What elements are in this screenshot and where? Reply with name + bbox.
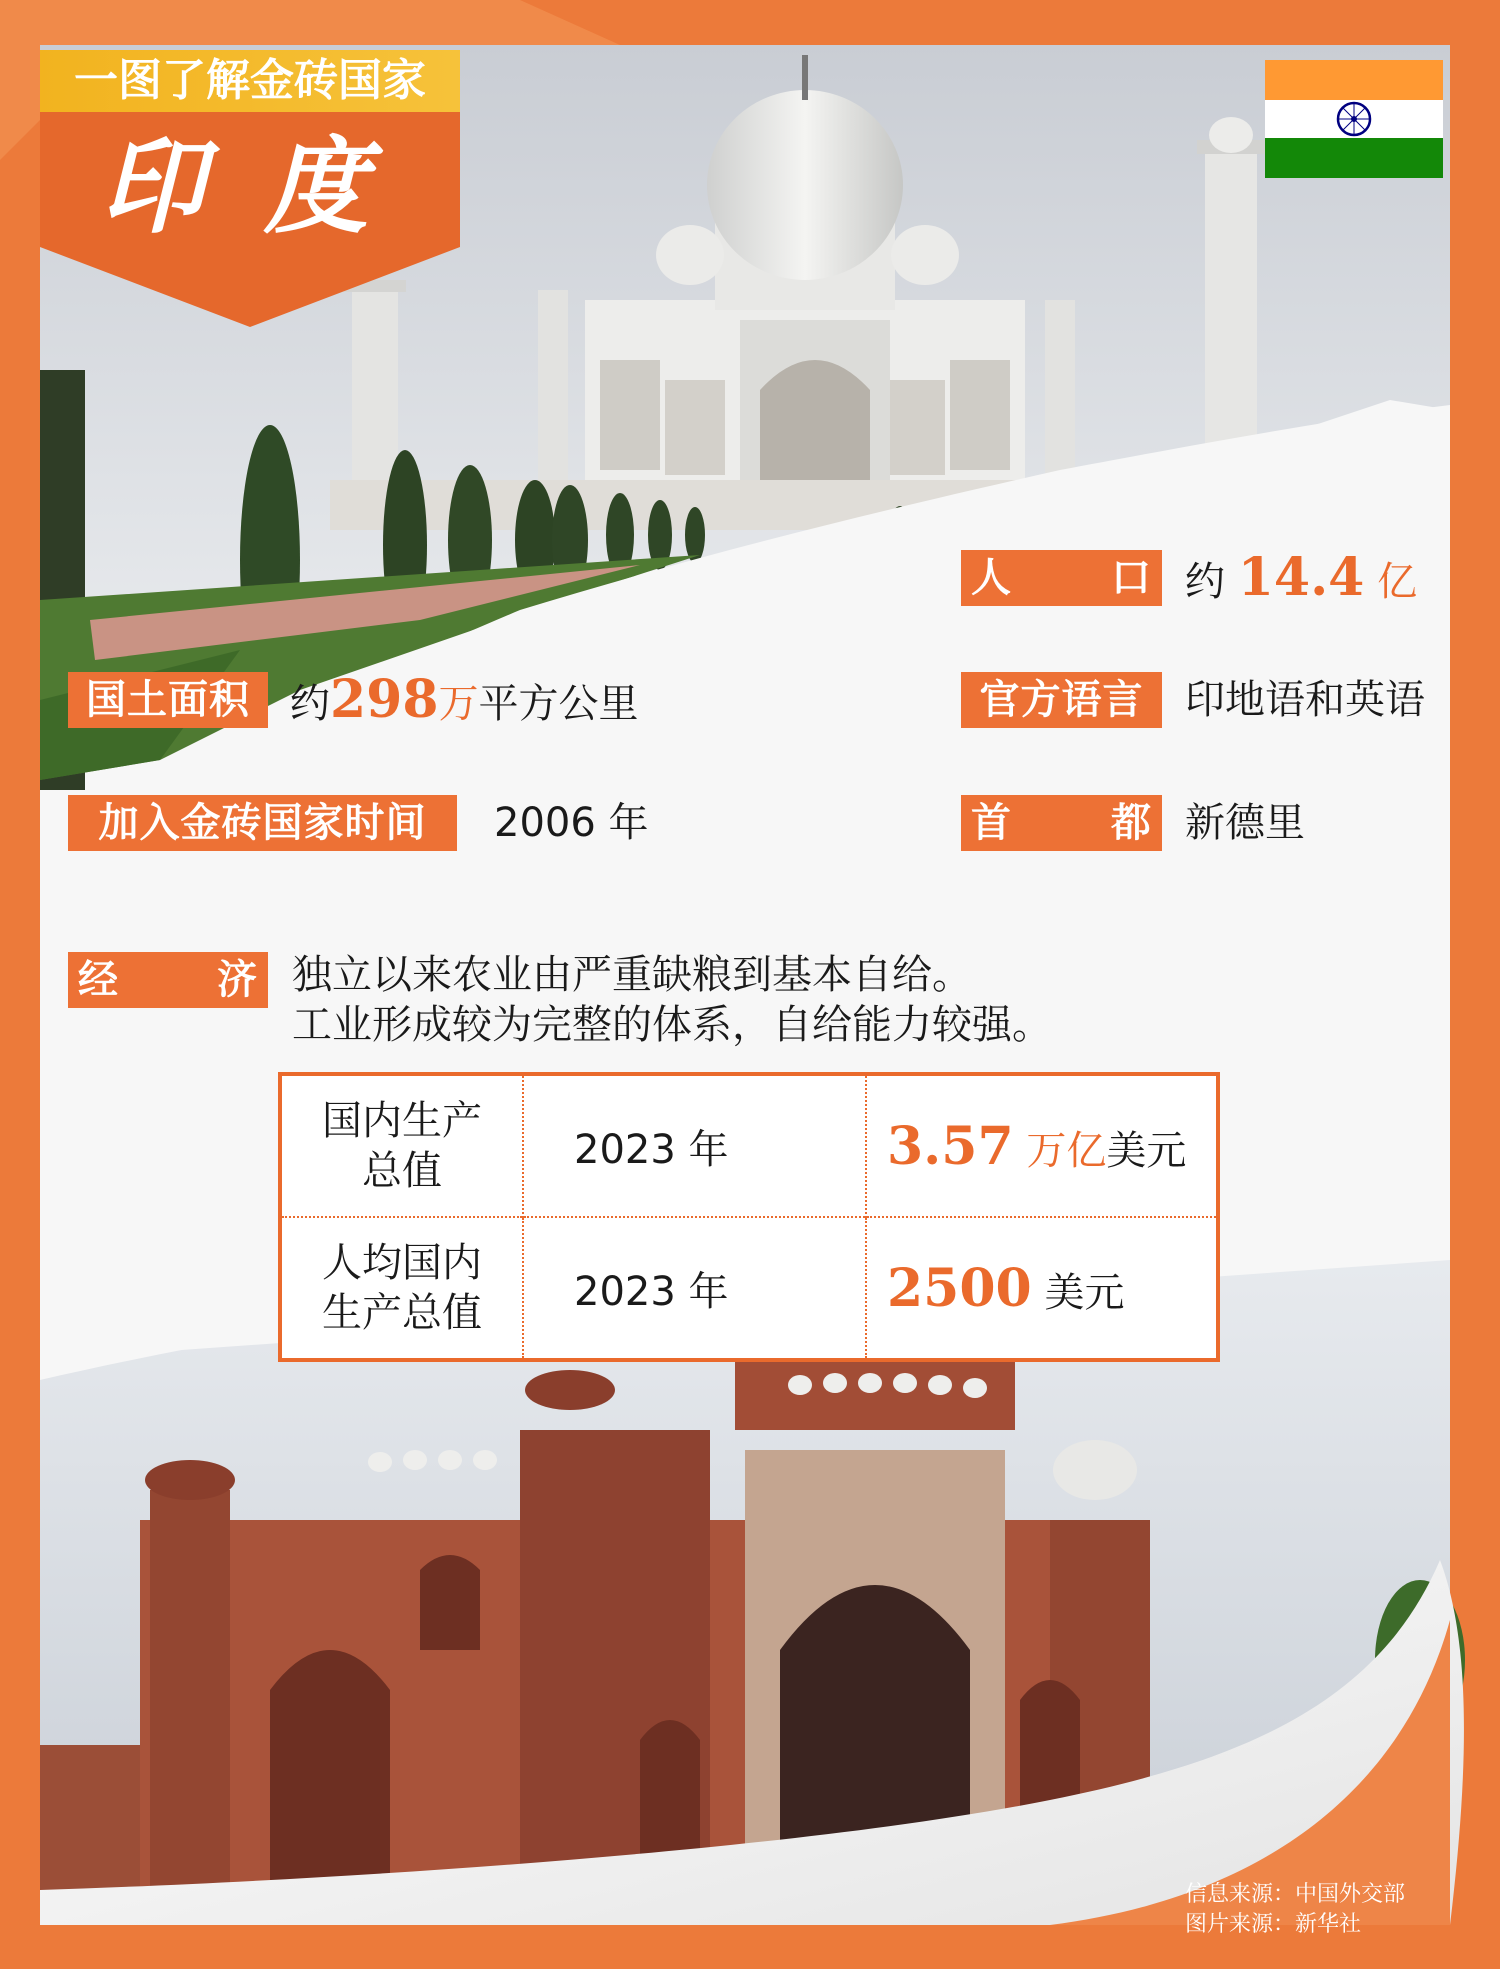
area-value: 约298万平方公里 (290, 669, 639, 730)
country-title: 印度 (100, 125, 429, 248)
table-row (280, 1074, 1218, 1217)
row-name: 人均国内 生产总值 (280, 1217, 523, 1360)
series-title: 一图了解金砖国家 (40, 50, 460, 112)
area-label: 国土面积 (68, 672, 268, 728)
sources (1185, 1880, 1405, 1940)
capital-label: 首 都 (961, 795, 1162, 851)
language-label: 官方语言 (961, 672, 1162, 728)
economy-label: 经 济 (68, 952, 268, 1008)
row-year: 2023 年 (523, 1074, 866, 1217)
info-source: 信息来源：中国外交部 (1185, 1882, 1406, 1907)
capital-value: 新德里 (1185, 800, 1305, 846)
language-value: 印地语和英语 (1185, 677, 1425, 723)
photo-source: 图片来源：新华社 (1185, 1912, 1362, 1937)
population-label: 人 口 (961, 550, 1162, 606)
joined-value: 2006 年 (494, 800, 649, 846)
row-value: 2500 美元 (866, 1217, 1218, 1360)
row-value: 3.57 万亿美元 (887, 1115, 1187, 1177)
economy-description: 独立以来农业由严重缺粮到基本自给。 工业形成较为完整的体系，自给能力较强。 (292, 952, 1052, 1048)
gdp-table (278, 1072, 1220, 1362)
india-flag-icon (1265, 60, 1443, 178)
table-row (280, 1217, 1218, 1360)
row-name: 国内生产 总值 (280, 1074, 523, 1217)
population-value: 约 14.4 亿 (1185, 547, 1418, 608)
joined-label: 加入金砖国家时间 (68, 795, 457, 851)
row-year: 2023 年 (523, 1217, 866, 1360)
